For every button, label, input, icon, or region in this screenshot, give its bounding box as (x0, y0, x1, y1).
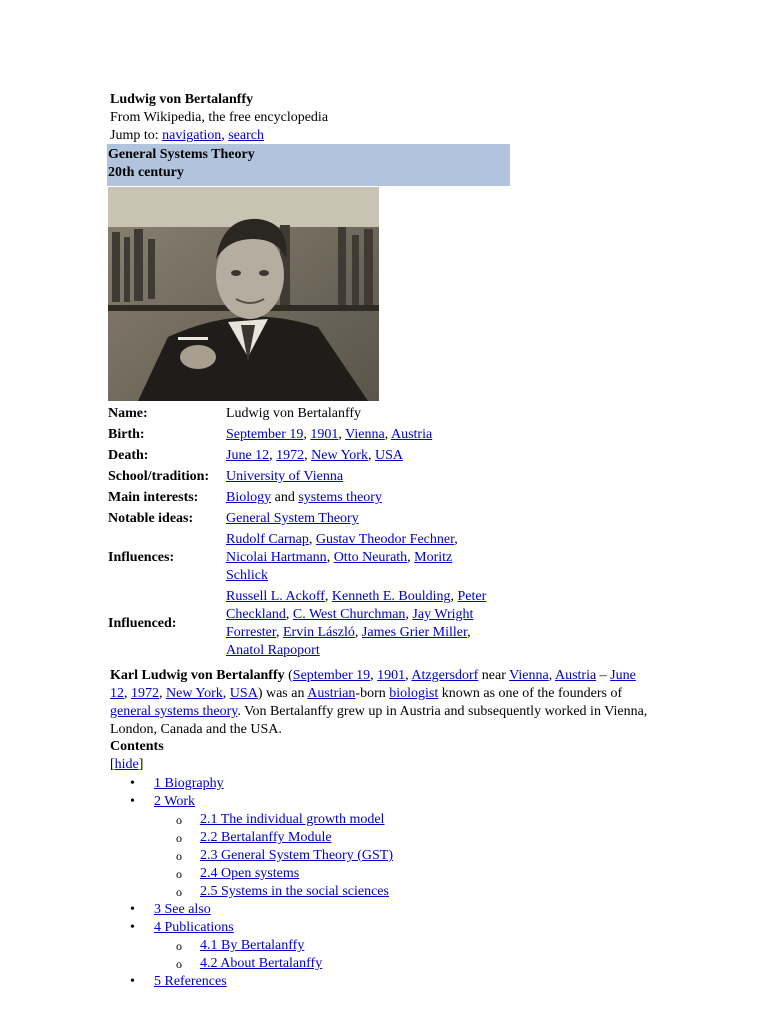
influence-link[interactable]: Otto Neurath (333, 550, 408, 565)
infobox-row-school (106, 467, 490, 488)
infobox-row-ideas (106, 509, 490, 530)
austrian-link[interactable]: Austrian (307, 686, 356, 701)
toc-link[interactable]: 2 Work (154, 794, 196, 809)
sep: , (338, 427, 346, 442)
sep: , (548, 668, 555, 683)
jump-to-line (110, 128, 264, 144)
text: ) was an (257, 686, 308, 701)
death-country-link[interactable]: USA (374, 448, 403, 463)
sep: , (450, 589, 458, 604)
sep: , (159, 686, 166, 701)
biologist-link[interactable]: biologist (389, 686, 439, 701)
jump-label: Jump to: (110, 128, 163, 143)
intro-new-york-link[interactable]: New York (166, 686, 223, 701)
birth-date-link[interactable]: September 19 (226, 427, 304, 442)
sep: , (324, 589, 332, 604)
influenced-link[interactable]: Russell L. Ackoff (226, 589, 325, 604)
infobox-table (106, 404, 490, 662)
school-key: School/tradition: (108, 469, 210, 484)
influenced-link[interactable]: Kenneth E. Boulding (331, 589, 451, 604)
sep: , (407, 550, 415, 565)
ideas-key: Notable ideas: (108, 511, 194, 526)
name-value: Ludwig von Bertalanffy (226, 406, 362, 421)
bracket: [ (110, 757, 115, 772)
influences-value (224, 530, 490, 587)
bullet-icon: • (130, 974, 135, 989)
sep: , (405, 607, 413, 622)
sub-bullet-icon: o (176, 849, 182, 863)
death-year-link[interactable]: 1972 (276, 448, 305, 463)
text: . Von Bertalanffy grew up in Austria and subsequently worked in Vienna, London, Canada and the USA. (110, 704, 648, 737)
bracket: ] (138, 757, 144, 772)
birth-city-link[interactable]: Vienna (345, 427, 385, 442)
influenced-link[interactable]: Jay Wright Forrester (226, 607, 474, 640)
jump-search-link[interactable]: search (228, 128, 264, 143)
influenced-link[interactable]: C. West Churchman (292, 607, 406, 622)
sep: , (326, 550, 334, 565)
text: known as one of the founders of (438, 686, 623, 701)
infobox-row-birth (106, 425, 490, 446)
influence-link[interactable]: Moritz Schlick (226, 550, 453, 583)
influence-link[interactable]: Gustav Theodor Fechner (315, 532, 455, 547)
school-value (224, 467, 490, 488)
influence-link[interactable]: Rudolf Carnap (226, 532, 309, 547)
contents-heading: Contents (110, 739, 164, 754)
intro-birth-year-link[interactable]: 1901 (377, 668, 406, 683)
death-key: Death: (108, 448, 149, 463)
infobox-header-era: 20th century (108, 165, 184, 180)
sub-bullet-icon: o (176, 957, 182, 971)
text: -born (355, 686, 390, 701)
intro-austria-link[interactable]: Austria (554, 668, 597, 683)
infobox-row-influenced (106, 587, 490, 662)
biology-link[interactable]: Biology (226, 490, 272, 505)
sub-bullet-icon: o (176, 813, 182, 827)
sep: , (222, 686, 230, 701)
influenced-link[interactable]: Anatol Rapoport (226, 643, 320, 658)
toc-link[interactable]: 4.1 By Bertalanffy (200, 938, 305, 953)
death-city-link[interactable]: New York (311, 448, 368, 463)
sep: , (303, 427, 311, 442)
bullet-icon: • (130, 794, 135, 809)
page-title: Ludwig von Bertalanffy (110, 92, 254, 107)
sub-bullet-icon: o (176, 867, 182, 881)
influenced-key: Influenced: (108, 616, 177, 631)
sep: , (124, 686, 131, 701)
text: near (478, 668, 510, 683)
sep: , (370, 668, 378, 683)
systems-theory-link[interactable]: systems theory (298, 490, 382, 505)
intro-usa-link[interactable]: USA (229, 686, 258, 701)
sep: , (304, 448, 312, 463)
interests-key: Main interests: (108, 490, 199, 505)
infobox-row-interests (106, 488, 490, 509)
sub-bullet-icon: o (176, 885, 182, 899)
sep: , (308, 532, 316, 547)
birth-value (224, 425, 490, 446)
bullet-icon: • (130, 920, 135, 935)
toc-link[interactable]: 2.4 Open systems (200, 866, 300, 881)
text: – (596, 668, 611, 683)
contents-hide-toggle (110, 757, 143, 773)
bullet-icon: • (130, 776, 135, 791)
infobox-row-influences (106, 530, 490, 587)
toc-link[interactable]: 4.2 About Bertalanffy (200, 956, 323, 971)
subject-name: Karl Ludwig von Bertalanffy (110, 668, 285, 683)
gst-intro-link[interactable]: general systems theory (110, 704, 238, 719)
birth-country-link[interactable]: Austria (390, 427, 433, 442)
infobox-header-title: General Systems Theory (108, 147, 255, 162)
toc-link[interactable]: 2.3 General System Theory (GST) (200, 848, 393, 863)
intro-paragraph (110, 667, 655, 739)
birth-year-link[interactable]: 1901 (310, 427, 339, 442)
and-text: and (271, 490, 299, 505)
infobox-row-death (106, 446, 490, 467)
sep: , (275, 625, 283, 640)
tagline: From Wikipedia, the free encyclopedia (110, 110, 329, 125)
sep: , (405, 668, 412, 683)
intro-vienna-link[interactable]: Vienna (509, 668, 549, 683)
intro-death-date-link[interactable]: June 12 (110, 668, 636, 701)
sep: , (269, 448, 277, 463)
sep: , (367, 448, 375, 463)
atzgersdorf-link[interactable]: Atzgersdorf (411, 668, 479, 683)
toc-link[interactable]: 2.2 Bertalanffy Module (200, 830, 332, 845)
bullet-icon: • (130, 902, 135, 917)
jump-sep: , (221, 128, 229, 143)
birth-key: Birth: (108, 427, 145, 442)
hide-link[interactable]: hide (114, 757, 139, 772)
toc-link[interactable]: 1 Biography (154, 776, 224, 791)
death-value (224, 446, 490, 467)
influences-key: Influences: (108, 550, 175, 565)
influenced-link[interactable]: Peter Checkland (226, 589, 487, 622)
intro-death-year-link[interactable]: 1972 (131, 686, 159, 701)
jump-navigation-link[interactable]: navigation (162, 128, 222, 143)
sub-bullet-icon: o (176, 831, 182, 845)
interests-value (224, 488, 490, 509)
infobox-row-name (106, 404, 490, 425)
death-date-link[interactable]: June 12 (226, 448, 270, 463)
gst-link[interactable]: General System Theory (226, 511, 359, 526)
influenced-link[interactable]: James Grier Miller (361, 625, 468, 640)
toc-link[interactable]: 2.1 The individual growth model (200, 812, 385, 827)
ideas-value (224, 509, 490, 530)
influenced-link[interactable]: Ervin László (282, 625, 355, 640)
text: ( (284, 668, 293, 683)
sep: , (454, 532, 458, 547)
school-link[interactable]: University of Vienna (226, 469, 344, 484)
toc-link[interactable]: 3 See also (154, 902, 211, 917)
portrait-image (108, 187, 379, 401)
toc-link[interactable]: 5 References (154, 974, 227, 989)
sub-bullet-icon: o (176, 939, 182, 953)
name-key: Name: (108, 406, 148, 421)
toc-link[interactable]: 4 Publications (154, 920, 234, 935)
intro-birth-date-link[interactable]: September 19 (292, 668, 371, 683)
portrait-photo (108, 187, 379, 401)
influence-link[interactable]: Nicolai Hartmann (226, 550, 327, 565)
toc-link[interactable]: 2.5 Systems in the social sciences (200, 884, 389, 899)
influenced-value (224, 587, 490, 662)
sep: , (354, 625, 362, 640)
infobox-header (107, 144, 510, 186)
sep: , (285, 607, 293, 622)
sep: , (384, 427, 391, 442)
sep: , (467, 625, 471, 640)
